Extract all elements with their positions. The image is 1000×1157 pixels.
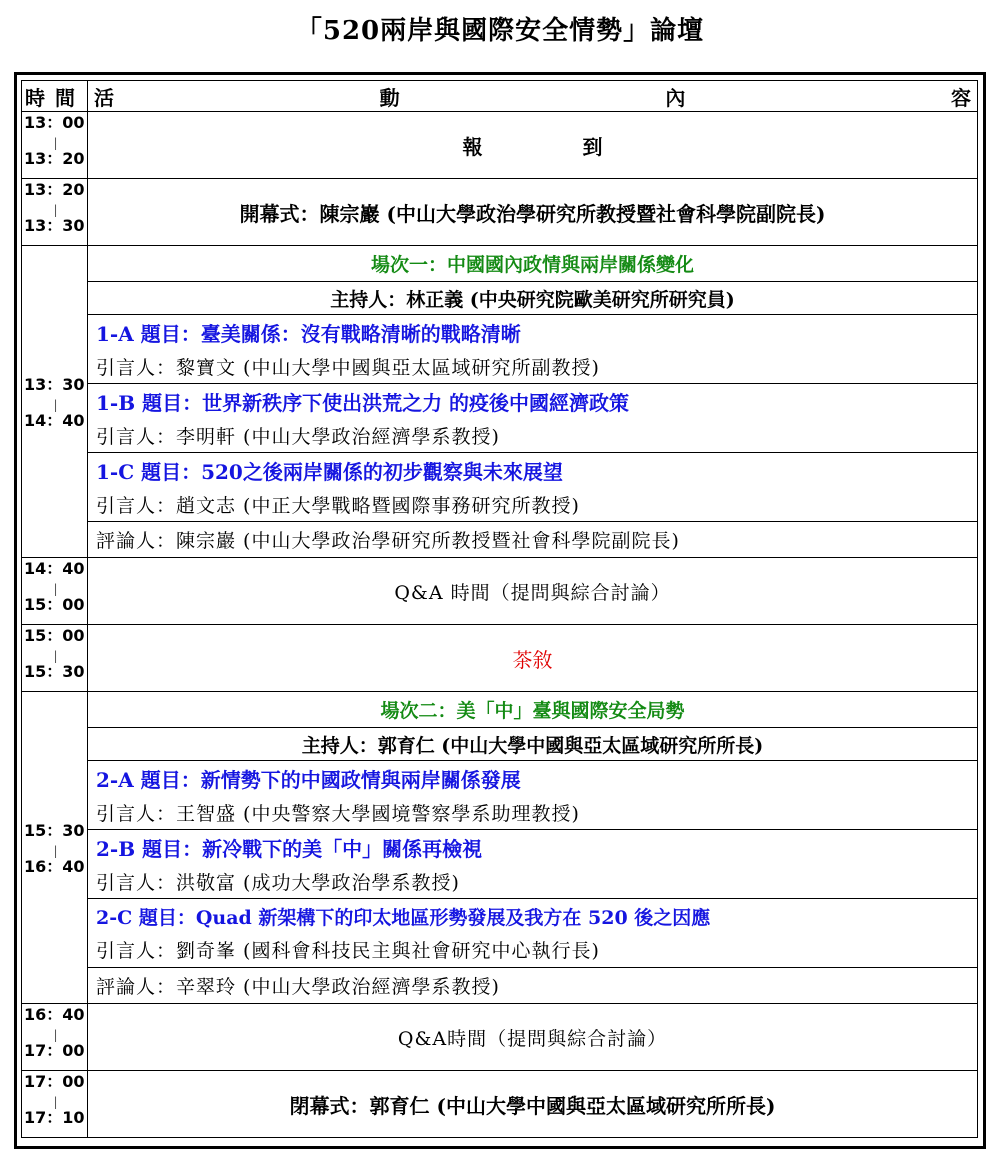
- qa2-row: [22, 1004, 978, 1071]
- time-cell: [22, 179, 88, 246]
- talk-topic: 2-B 題目：新冷戰下的美「中」關係再檢視: [96, 837, 483, 861]
- talk-row: [22, 830, 978, 899]
- end-time: 13：20: [24, 149, 85, 168]
- header-time: 時間: [22, 81, 88, 112]
- end-time: 15：30: [24, 662, 85, 681]
- session2-host-row: [22, 728, 978, 761]
- time-cell: [22, 692, 88, 1004]
- time-cell: [22, 246, 88, 558]
- end-time: 17：10: [24, 1108, 85, 1127]
- time-separator: |: [53, 1095, 58, 1109]
- talk-speaker: 引言人：劉奇峯 (國科會科技民主與社會研究中心執行長): [96, 940, 600, 962]
- talk-topic: 2-C 題目：Quad 新架構下的印太地區形勢發展及我方在 520 後之因應: [96, 907, 711, 929]
- session2-title: 場次二：美「中」臺與國際安全局勢: [88, 692, 978, 728]
- talk-speaker: 引言人：洪敬富 (成功大學政治學系教授): [96, 872, 460, 894]
- time-separator: |: [53, 203, 58, 217]
- discussant-row: [22, 968, 978, 1004]
- talk-speaker: 引言人：王智盛 (中央警察大學國境警察學系助理教授): [96, 803, 580, 825]
- time-separator: |: [53, 136, 58, 150]
- talk-topic: 2-A 題目：新情勢下的中國政情與兩岸關係發展: [96, 768, 521, 792]
- talk-speaker: 引言人：李明軒 (中山大學政治經濟學系教授): [96, 426, 500, 448]
- qa1-row: [22, 558, 978, 625]
- header-row: [22, 81, 978, 112]
- session2-host: 主持人：郭育仁 (中山大學中國與亞太區域研究所所長): [88, 728, 978, 761]
- start-time: 13：30: [24, 375, 85, 394]
- talk-speaker: 引言人：黎寶文 (中山大學中國與亞太區域研究所副教授): [96, 357, 600, 379]
- talk-cell: [88, 899, 978, 968]
- session2-title-row: [22, 692, 978, 728]
- tea-text: 茶敘: [88, 625, 978, 692]
- talk-topic: 1-A 題目：臺美關係：沒有戰略清晰的戰略清晰: [96, 322, 521, 346]
- end-time: 17：00: [24, 1041, 85, 1060]
- time-separator: |: [53, 398, 58, 412]
- session1-host: 主持人：林正義 (中央研究院歐美研究所研究員): [88, 282, 978, 315]
- talk-cell: [88, 453, 978, 522]
- opening-text: 開幕式：陳宗巖 (中山大學政治學研究所教授暨社會科學院副院長): [88, 179, 978, 246]
- time-cell: [22, 558, 88, 625]
- talk-row: [22, 899, 978, 968]
- start-time: 14：40: [24, 559, 85, 578]
- checkin-row: [22, 112, 978, 179]
- checkin-text: 報 到: [88, 112, 978, 179]
- talk-row: [22, 761, 978, 830]
- opening-row: [22, 179, 978, 246]
- time-separator: |: [53, 1028, 58, 1042]
- talk-topic: 1-B 題目：世界新秩序下使出洪荒之力 的疫後中國經濟政策: [96, 391, 630, 415]
- talk-row: [22, 384, 978, 453]
- end-time: 16：40: [24, 857, 85, 876]
- header-activity-char: 動: [379, 85, 400, 110]
- start-time: 16：40: [24, 1005, 85, 1024]
- header-activity-char: 容: [950, 85, 971, 110]
- discussant-row: [22, 522, 978, 558]
- end-time: 14：40: [24, 411, 85, 430]
- talk-topic: 1-C 題目：520之後兩岸關係的初步觀察與未來展望: [96, 460, 563, 484]
- session1-discussant: 評論人：陳宗巖 (中山大學政治學研究所教授暨社會科學院副院長): [88, 522, 978, 558]
- talk-cell: [88, 830, 978, 899]
- end-time: 15：00: [24, 595, 85, 614]
- start-time: 15：00: [24, 626, 85, 645]
- talk-cell: [88, 761, 978, 830]
- talk-cell: [88, 315, 978, 384]
- schedule-table: [21, 80, 978, 1138]
- qa1-text: Q&A 時間（提問與綜合討論）: [88, 558, 978, 625]
- start-time: 17：00: [24, 1072, 85, 1091]
- talk-cell: [88, 384, 978, 453]
- time-cell: [22, 1071, 88, 1138]
- header-activity-char: 活: [94, 85, 114, 110]
- session1-title-row: [22, 246, 978, 282]
- header-activity-char: 內: [665, 85, 686, 110]
- session2-discussant: 評論人：辛翠玲 (中山大學政治經濟學系教授): [88, 968, 978, 1004]
- start-time: 15：30: [24, 821, 85, 840]
- time-cell: [22, 1004, 88, 1071]
- closing-row: [22, 1071, 978, 1138]
- time-separator: |: [53, 582, 58, 596]
- time-separator: |: [53, 649, 58, 663]
- header-activity: [88, 81, 978, 112]
- end-time: 13：30: [24, 216, 85, 235]
- start-time: 13：20: [24, 180, 85, 199]
- closing-text: 閉幕式：郭育仁 (中山大學中國與亞太區域研究所所長): [88, 1071, 978, 1138]
- time-separator: |: [53, 844, 58, 858]
- talk-row: [22, 315, 978, 384]
- start-time: 13：00: [24, 113, 85, 132]
- page-title: 「520兩岸與國際安全情勢」論壇: [295, 16, 705, 46]
- session1-host-row: [22, 282, 978, 315]
- talk-speaker: 引言人：趙文志 (中正大學戰略暨國際事務研究所教授): [96, 495, 580, 517]
- session1-title: 場次一：中國國內政情與兩岸關係變化: [88, 246, 978, 282]
- time-cell: [22, 625, 88, 692]
- qa2-text: Q&A時間（提問與綜合討論）: [88, 1004, 978, 1071]
- talk-row: [22, 453, 978, 522]
- tea-row: [22, 625, 978, 692]
- time-cell: [22, 112, 88, 179]
